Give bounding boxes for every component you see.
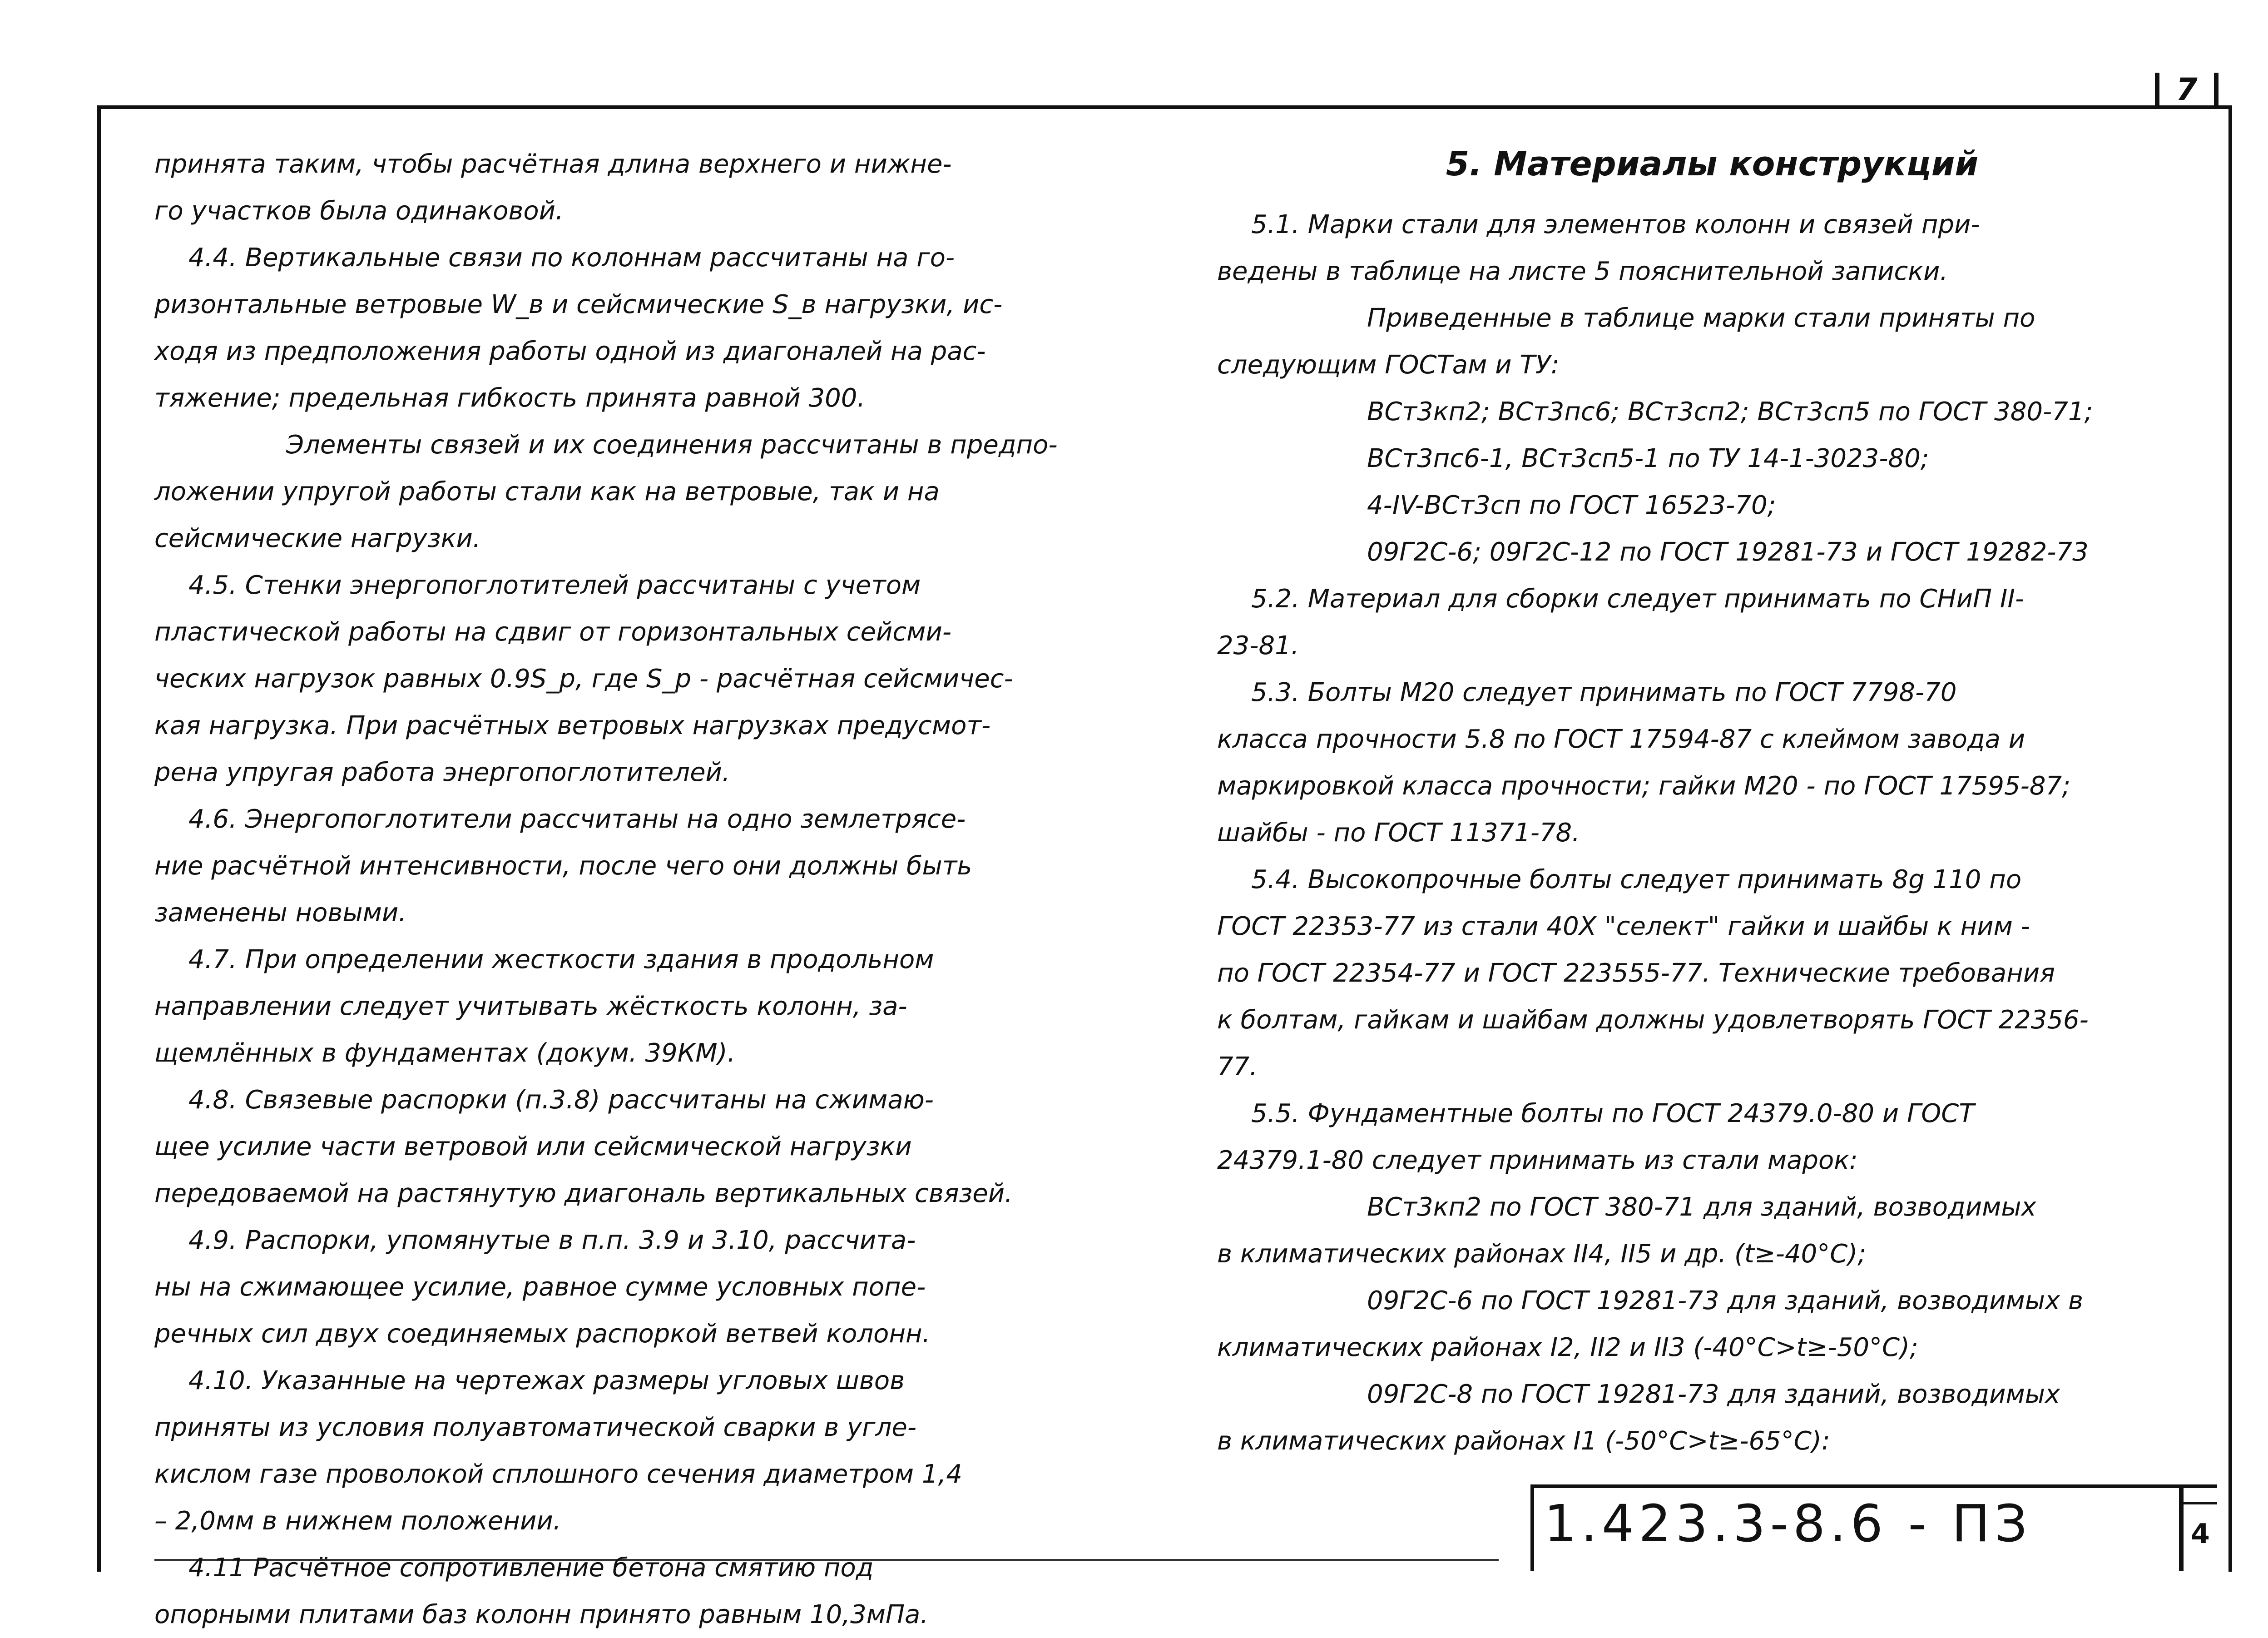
section-heading: 5. Материалы конструкций <box>1446 144 1979 184</box>
text-line: к болтам, гайкам и шайбам должны удовлетворять ГОСТ 22356- <box>1217 1005 2089 1035</box>
text-line: 4-IV-ВСт3сп по ГОСТ 16523-70; <box>1367 491 1776 520</box>
text-line: принята таким, чтобы расчётная длина верхнего и нижне- <box>154 149 952 179</box>
text-line: по ГОСТ 22354-77 и ГОСТ 223555-77. Технические требования <box>1217 958 2055 988</box>
text-line: 23-81. <box>1217 631 1299 660</box>
text-line: 09Г2С-6; 09Г2С-12 по ГОСТ 19281-73 и ГОСТ 19282-73 <box>1367 537 2089 567</box>
text-line: направлении следует учитывать жёсткость колонн, за- <box>154 992 907 1021</box>
text-line: 09Г2С-8 по ГОСТ 19281-73 для зданий, возводимых <box>1367 1380 2060 1409</box>
text-line: приняты из условия полуавтоматической сварки в угле- <box>154 1413 917 1442</box>
text-line: заменены новыми. <box>154 898 407 928</box>
text-line: 5.1. Марки стали для элементов колонн и связей при- <box>1251 210 1980 239</box>
sheet-box-label <box>2184 1488 2217 1504</box>
text-line: 4.9. Распорки, упомянутые в п.п. 3.9 и 3.10, рассчита- <box>188 1226 916 1255</box>
text-line: щее усилие части ветровой или сейсмической нагрузки <box>154 1132 912 1161</box>
text-line: – 2,0мм в нижнем положении. <box>154 1506 561 1536</box>
text-line: 4.8. Связевые распорки (п.3.8) рассчитаны на сжимаю- <box>188 1085 934 1115</box>
left-text-column <box>154 141 1140 1638</box>
text-line: Элементы связей и их соединения рассчитаны в предпо- <box>286 430 1058 460</box>
right-text-column <box>1217 141 2189 1464</box>
text-line: 5.2. Материал для сборки следует принимать по СНиП II- <box>1251 584 2025 614</box>
text-line: маркировкой класса прочности; гайки М20 - по ГОСТ 17595-87; <box>1217 771 2070 801</box>
text-line: ГОСТ 22353-77 из стали 40Х "селект" гайки и шайбы к ним - <box>1217 912 2030 941</box>
text-line: тяжение; предельная гибкость принята равной 300. <box>154 383 866 413</box>
text-line: ведены в таблице на листе 5 пояснительной записки. <box>1217 257 1948 286</box>
text-line: го участков была одинаковой. <box>154 196 564 226</box>
text-line: в климатических районах II4, II5 и др. (t≥-40°С); <box>1217 1239 1867 1269</box>
text-line: ВСт3кп2 по ГОСТ 380-71 для зданий, возводимых <box>1367 1192 2036 1222</box>
text-line: 4.11 Расчётное сопротивление бетона смятию под <box>188 1553 874 1583</box>
text-line: щемлённых в фундаментах (докум. 39КМ). <box>154 1038 736 1068</box>
text-line: кислом газе проволокой сплошного сечения диаметром 1,4 <box>154 1459 962 1489</box>
text-line: рена упругая работа энергопоглотителей. <box>154 758 730 787</box>
text-line: 4.4. Вертикальные связи по колоннам рассчитаны на го- <box>188 243 955 273</box>
text-line: ВСт3пс6-1, ВСт3сп5-1 по ТУ 14-1-3023-80; <box>1367 444 1929 473</box>
text-line: передоваемой на растянутую диагональ вертикальных связей. <box>154 1179 1013 1208</box>
text-line: климатических районах I2, II2 и II3 (-40°С>t≥-50°С); <box>1217 1333 1918 1362</box>
text-line: ходя из предположения работы одной из диагоналей на рас- <box>154 337 986 366</box>
text-line: Приведенные в таблице марки стали приняты по <box>1367 303 2035 333</box>
text-line: класса прочности 5.8 по ГОСТ 17594-87 с клеймом завода и <box>1217 725 2025 754</box>
text-line: кая нагрузка. При расчётных ветровых нагрузках предусмот- <box>154 711 991 740</box>
text-line: опорными плитами баз колонн принято равным 10,3мПа. <box>154 1600 929 1629</box>
text-line: в климатических районах I1 (-50°С>t≥-65°С): <box>1217 1426 1830 1456</box>
text-line: 09Г2С-6 по ГОСТ 19281-73 для зданий, возводимых в <box>1367 1286 2083 1315</box>
text-line: 24379.1-80 следует принимать из стали марок: <box>1217 1146 1858 1175</box>
text-line: 4.7. При определении жесткости здания в продольном <box>188 945 934 974</box>
top-sheet-number: 7 <box>2155 73 2218 107</box>
sheet-number: 4 <box>2191 1518 2210 1550</box>
text-line: ризонтальные ветровые W_в и сейсмические S_в нагрузки, ис- <box>154 290 1003 319</box>
text-line: 5.4. Высокопрочные болты следует принимать 8g 110 по <box>1251 865 2022 894</box>
text-line: ческих нагрузок равных 0.9S_p, где S_p - расчётная сейсмичес- <box>154 664 1013 694</box>
text-line: ложении упругой работы стали как на ветровые, так и на <box>154 477 940 506</box>
text-line: пластической работы на сдвиг от горизонтальных сейсми- <box>154 617 952 647</box>
text-line: шайбы - по ГОСТ 11371-78. <box>1217 818 1580 848</box>
document-code: 1.423.3-8.6 - ПЗ <box>1544 1494 2032 1554</box>
text-line: следующим ГОСТам и ТУ: <box>1217 350 1560 380</box>
text-line: сейсмические нагрузки. <box>154 524 481 553</box>
text-line: 4.5. Стенки энергопоглотителей рассчитаны с учетом <box>188 571 921 600</box>
sheet-box <box>2180 1484 2217 1571</box>
text-line: 77. <box>1217 1052 1258 1082</box>
text-line: ВСт3кп2; ВСт3пс6; ВСт3сп2; ВСт3сп5 по ГОСТ 380-71; <box>1367 397 2093 427</box>
text-line: 5.3. Болты М20 следует принимать по ГОСТ 7798-70 <box>1251 678 1957 707</box>
text-line: ние расчётной интенсивности, после чего они должны быть <box>154 851 972 881</box>
text-line: 4.6. Энергопоглотители рассчитаны на одно землетрясе- <box>188 804 966 834</box>
text-line: ны на сжимающее усилие, равное сумме условных попе- <box>154 1272 926 1302</box>
text-line: речных сил двух соединяемых распоркой ветвей колонн. <box>154 1319 931 1349</box>
text-line: 4.10. Указанные на чертежах размеры угловых швов <box>188 1366 905 1395</box>
text-line: 5.5. Фундаментные болты по ГОСТ 24379.0-80 и ГОСТ <box>1251 1099 1975 1128</box>
